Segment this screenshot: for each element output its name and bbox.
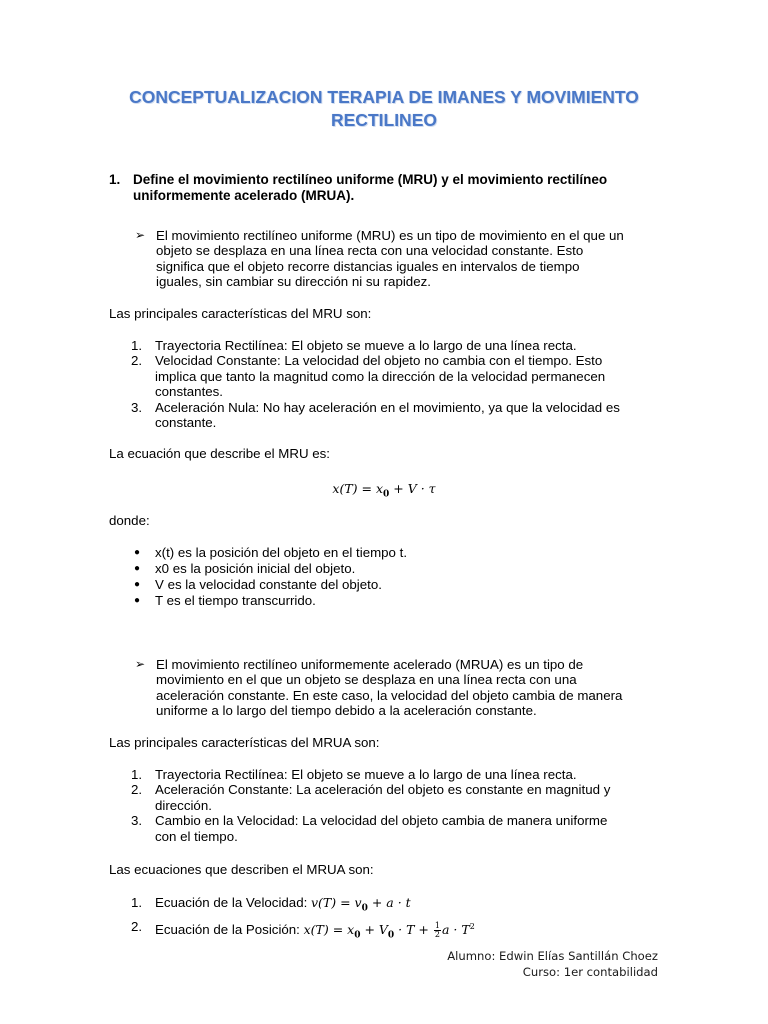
donde-label: donde: [109, 513, 150, 528]
arrow-bullet-icon: ➢ [135, 228, 146, 242]
list-item: ● x0 es la posición inicial del objeto. [134, 561, 356, 576]
mrua-intro-line: movimiento en el que un objeto se desplaza en una línea recta con una [156, 672, 577, 688]
mrua-characteristics-heading: Las principales características del MRUA son: [109, 735, 380, 750]
course-name: Curso: 1er contabilidad [522, 965, 658, 979]
list-item: ● x(t) es la posición del objeto en el tiempo t. [134, 545, 408, 560]
mrua-intro-line: aceleración constante. En este caso, la velocidad del objeto cambia de manera [156, 687, 623, 703]
mru-variables-list [109, 545, 654, 609]
list-item: 2. Ecuación de la Posición: $x(T) = x_0 + V_0 \cdot T$ + $\frac{1}{2}$ $a \cdot T^2$ [131, 918, 475, 941]
list-item: 3. Aceleración Nula: No hay aceleración en el movimiento, ya que la velocidad es constante. [131, 399, 620, 431]
author-footer [447, 948, 658, 980]
mrua-equations-list [109, 894, 654, 944]
mru-characteristics-heading: Las principales características del MRU son: [109, 306, 372, 321]
mrua-intro-line: uniforme a lo largo del tiempo debido a la aceleración constante. [156, 703, 537, 719]
mrua-equations-heading: Las ecuaciones que describen el MRUA son: [109, 862, 374, 877]
list-item: 1. Trayectoria Rectilínea: El objeto se mueve a lo largo de una línea recta. [131, 338, 577, 353]
mru-intro-paragraph [135, 228, 665, 290]
list-item: 3. Cambio en la Velocidad: La velocidad del objeto cambia de manera uniforme con el tiempo. [131, 813, 608, 844]
mru-intro-line: objeto se desplaza en una línea recta con una velocidad constante. Esto [156, 243, 584, 259]
mrua-intro-paragraph [135, 657, 665, 719]
mru-intro-line: iguales, sin cambiar su dirección ni su rapidez. [156, 274, 431, 290]
list-item: 1. Ecuación de la Velocidad: $v(T) = v_0 + a \cdot t$ [131, 895, 411, 914]
position-equation: $x(T) = x_0 + V_0 \cdot T$ + $\frac{1}{2}$ $a \cdot T^2$ [303, 920, 475, 941]
list-item: 2. Velocidad Constante: La velocidad del objeto no cambia con el tiempo. Esto implica que tanto la magnitud como la dirección de la velocidad permanecen constantes. [131, 353, 606, 400]
mrua-characteristics-list [109, 767, 654, 844]
bullet-icon: ● [134, 563, 141, 574]
question-number: 1. [109, 172, 121, 187]
list-item: ● T es el tiempo transcurrido. [134, 593, 316, 608]
bullet-icon: ● [134, 547, 141, 558]
mru-equation: $x(T) = x_0 + V \cdot \tau$ [332, 481, 436, 500]
question-heading [109, 172, 669, 204]
list-item: 1. Trayectoria Rectilínea: El objeto se mueve a lo largo de una línea recta. [131, 767, 577, 782]
velocity-equation: $v(T) = v_0 + a \cdot t$ [310, 895, 411, 914]
title-line-1: CONCEPTUALIZACION TERAPIA DE IMANES Y MOVIMIENTO [129, 87, 639, 107]
mrua-intro-line: El movimiento rectilíneo uniformemente acelerado (MRUA) es un tipo de [156, 657, 584, 672]
mru-intro-line: El movimiento rectilíneo uniforme (MRU) es un tipo de movimiento en el que un [156, 228, 624, 243]
document-title [0, 86, 768, 132]
arrow-bullet-icon: ➢ [135, 657, 146, 671]
one-half-fraction: $\frac{1}{2}$ [434, 920, 440, 939]
student-name: Alumno: Edwin Elías Santillán Choez [447, 949, 658, 963]
mru-equation-heading: La ecuación que describe el MRU es: [109, 446, 330, 461]
bullet-icon: ● [134, 595, 141, 606]
mru-intro-line: significa que el objeto recorre distancias iguales en intervalos de tiempo [156, 258, 580, 274]
question-line-2: uniformemente acelerado (MRUA). [133, 188, 355, 203]
bullet-icon: ● [134, 579, 141, 590]
list-item: ● V es la velocidad constante del objeto. [134, 577, 382, 592]
mru-characteristics-list [109, 338, 654, 430]
list-item: 2. Aceleración Constante: La aceleración del objeto es constante en magnitud y dirección. [131, 782, 611, 813]
question-line-1: Define el movimiento rectilíneo uniforme (MRU) y el movimiento rectilíneo [133, 172, 608, 187]
title-line-2: RECTILINEO [331, 110, 437, 130]
